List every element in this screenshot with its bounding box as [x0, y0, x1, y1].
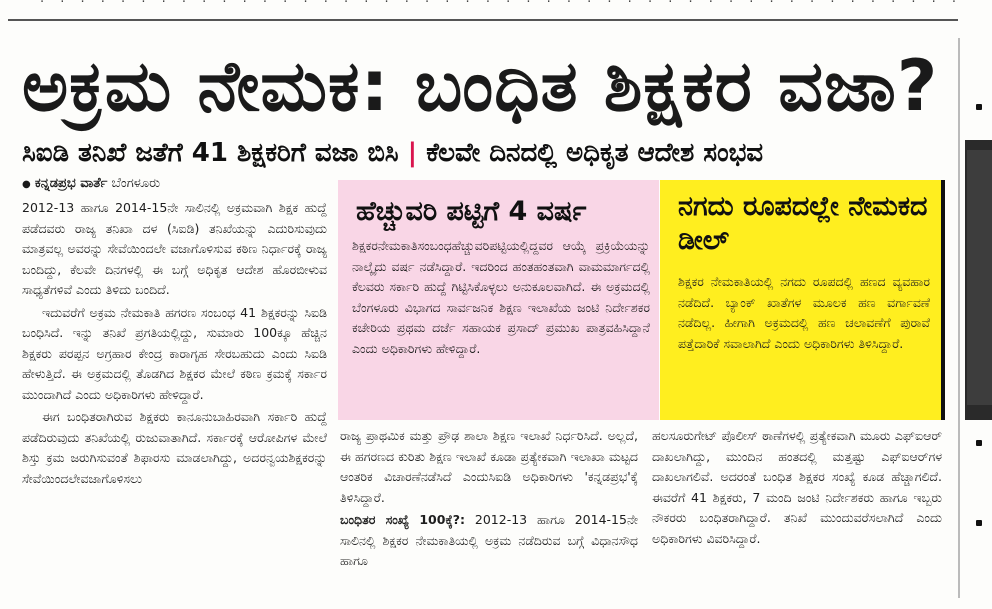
pink-box-heading: ಹೆಚ್ಚುವರಿ ಪಟ್ಟಿಗೆ 4 ವರ್ಷ [356, 196, 587, 227]
headline: ಅಕ್ರಮ ನೇಮಕ: ಬಂಧಿತ ಶಿಕ್ಷಕರ ವಜಾ? [22, 45, 939, 127]
paragraph: ರಾಜ್ಯ ಪ್ರಾಥಮಿಕ ಮತ್ತು ಪ್ರೌಢ ಶಾಲಾ ಶಿಕ್ಷಣ ಇಲಾಖೆ ನಿರ್ಧರಿಸಿದೆ. ಅಲ್ಲದೆ, ಈ ಹಗರಣದ ಕುರಿತು ಶಿಕ್ಷಣ ಇಲಾಖೆ ಕೂಡಾ ಪ್ರತ್ಯೇಕವಾಗಿ ಇಲಾಖಾ ಮಟ್ಟದ ಆಂತರಿಕ ವಿಚಾರಣೆನಡೆಸಿದೆ ಎಂದುಸಿಐಡಿ ಅಧಿಕಾರಿಗಳು 'ಕನ್ನಡಪ್ರಭ'ಕ್ಕೆ ತಿಳಿಸಿದ್ದಾರೆ. [340, 428, 638, 505]
paragraph-text: 2012-13 ಹಾಗೂ 2014-15ನೇ ಸಾಲಿನಲ್ಲಿ ಶಿಕ್ಷಕರ ನೇಮಕಾತಿಯಲ್ಲಿ ಅಕ್ರಮ ನಡೆದಿರುವ ಬಗ್ಗೆ ವಿಧಾನಸೌಧ ಹಾಗೂ [340, 512, 639, 568]
paragraph: ಹಲಸೂರುಗೇಟ್ ಪೊಲೀಸ್ ಠಾಣೆಗಳಲ್ಲಿ ಪ್ರತ್ಯೇಕವಾಗಿ ಮೂರು ಎಫ್‌ಐಆರ್ ದಾಖಲಾಗಿದ್ದು, ಮುಂದಿನ ಹಂತದಲ್ಲಿ ಮತ್ತಷ್ಟು ಎಫ್‌ಐಆರ್‌ಗಳ ದಾಖಲಾಗಲಿವೆ. ಅದರಂತೆ ಬಂಧಿತ ಶಿಕ್ಷಕರ ಸಂಖ್ಯೆ ಕೂಡ ಹೆಚ್ಚಾಗಲಿದೆ. ಈವರೆಗೆ 41 ಶಿಕ್ಷಕರು, 7 ಮಂದಿ ಜಂಟಿ ನಿರ್ದೇಶಕರು ಹಾಗೂ ಇಬ್ಬರು ನೌಕರರು ಬಂಧಿತರಾಗಿದ್ದಾರೆ. ತನಿಖೆ ಮುಂದುವರೆಸಲಾಗಿದೆ ಎಂದು ಅಧಿಕಾರಿಗಳು ವಿವರಿಸಿದ್ದಾರೆ. [652, 428, 942, 546]
adjacent-text-fragment [976, 440, 982, 446]
pink-box-text: ಶಿಕ್ಷಕರನೇಮಕಾತಿಸಂಬಂಧಹೆಚ್ಚುವರಿಪಟ್ಟಿಯಲ್ಲಿದ್ದವರ ಆಯ್ಕೆ ಪ್ರಕ್ರಿಯೆಯನ್ನು ನಾಲ್ಕೈದು ವರ್ಷ ನಡೆಸಿದ್ದಾರೆ. ಇದರಿಂದ ಹಂತಹಂತವಾಗಿ ವಾಮಮಾರ್ಗದಲ್ಲಿ ಕೆಲವರು ಸರ್ಕಾರಿ ಹುದ್ದೆ ಗಿಟ್ಟಿಸಿಕೊಳ್ಳಲು ಅನುಕೂಲವಾಗಿದೆ. ಈ ಅಕ್ರಮದಲ್ಲಿ ಬೆಂಗಳೂರು ವಿಭಾಗದ ಸಾರ್ವಜನಿಕ ಶಿಕ್ಷಣ ಇಲಾಖೆಯ ಜಂಟಿ ನಿರ್ದೇಶಕರ ಕಚೇರಿಯ ಪ್ರಥಮ ದರ್ಜೆ ಸಹಾಯಕ ಪ್ರಸಾದ್ ಪ್ರಮುಖ ಪಾತ್ರವಹಿಸಿದ್ದಾನೆ ಎಂದು ಅಧಿಕಾರಿಗಳು ಹೇಳಿದ್ದಾರೆ. [352, 238, 650, 356]
adjacent-text-fragment [976, 520, 982, 526]
byline-source: ಕನ್ನಡಪ್ರಭ ವಾರ್ತೆ [34, 176, 108, 191]
paragraph: 2012-13 ಹಾಗೂ 2014-15ನೇ ಸಾಲಿನಲ್ಲಿ ಅಕ್ರಮವಾಗಿ ಶಿಕ್ಷಕ ಹುದ್ದೆ ಪಡೆದವರು ರಾಜ್ಯ ತನಿಖಾ ದಳ (ಸಿಐಡಿ) ತನಿಖೆಯನ್ನು ಎದುರಿಸುವುದು ಮಾತ್ರವಲ್ಲ ಅವರನ್ನು ಸೇವೆಯಿಂದಲೇ ವಜಾಗೊಳಿಸುವ ಕಠಿಣ ನಿರ್ಧಾರಕ್ಕೆ ರಾಜ್ಯ ಬಂದಿದ್ದು, ಕೆಲವೇ ದಿನಗಳಲ್ಲಿ ಈ ಬಗ್ಗೆ ಅಧಿಕೃತ ಆದೇಶ ಹೊರಬೀಳುವ ಸಾಧ್ಯತೆಗಳಿವೆ ಎಂದು ತಿಳಿದು ಬಂದಿದೆ. [22, 200, 327, 297]
deck [22, 135, 947, 171]
adjacent-photo-inner [967, 150, 992, 405]
column-divider [958, 38, 960, 598]
adjacent-text-fragment [976, 104, 982, 110]
byline-place: ಬೆಂಗಳೂರು [111, 176, 161, 191]
deck-separator: | [407, 138, 418, 168]
deck-right: ಕೆಲವೇ ದಿನದಲ್ಲಿ ಅಧಿಕೃತ ಆದೇಶ ಸಂಭವ [426, 138, 764, 168]
paragraph-with-subhead [340, 510, 638, 572]
sidebar-box-yellow [660, 180, 942, 420]
yellow-box-edge [941, 180, 945, 420]
article-column-3 [652, 426, 942, 606]
paragraph: ಈಗ ಬಂಧಿತರಾಗಿರುವ ಶಿಕ್ಷಕರು ಕಾನೂನುಬಾಹಿರವಾಗಿ ಸರ್ಕಾರಿ ಹುದ್ದೆ ಪಡೆದಿರುವುದು ತನಿಖೆಯಲ್ಲಿ ರುಜುವಾತಾಗಿದೆ. ಸರ್ಕಾರಕ್ಕೆ ಆರೋಪಿಗಳ ಮೇಲೆ ಶಿಸ್ತು ಕ್ರಮ ಜರುಗಿಸುವಂತೆ ಶಿಫಾರಸು ಮಾಡಲಾಗಿದ್ದು, ಅದರನ್ವಯಶಿಕ್ಷಕರನ್ನು ಸೇವೆಯಿಂದಲೇವಜಾಗೊಳಿಸಲು [22, 409, 327, 486]
yellow-box-text: ಶಿಕ್ಷಕರ ನೇಮಕಾತಿಯಲ್ಲಿ ನಗದು ರೂಪದಲ್ಲಿ ಹಣದ ವ್ಯವಹಾರ ನಡೆದಿದೆ. ಬ್ಯಾಂಕ್ ಖಾತೆಗಳ ಮೂಲಕ ಹಣ ವರ್ಗಾವಣೆ ನಡೆದಿಲ್ಲ. ಹೀಗಾಗಿ ಅಕ್ರಮದಲ್ಲಿ ಹಣ ಚಲಾವಣೆಗೆ ಪುರಾವೆ ಪತ್ತೆದಾರಿಕೆ ಸವಾಲಾಗಿದೆ ಎಂದು ಅಧಿಕಾರಿಗಳು ತಿಳಿಸಿದ್ದಾರೆ. [678, 274, 930, 351]
bullet-icon: ● [22, 179, 31, 190]
yellow-box-heading: ನಗದು ರೂಪದಲ್ಲೇ ನೇಮಕದ ಡೀಲ್ [678, 191, 928, 256]
top-divider [8, 19, 958, 21]
article-column-2 [340, 426, 638, 606]
paragraph: ಇದುವರೆಗೆ ಅಕ್ರಮ ನೇಮಕಾತಿ ಹಗರಣ ಸಂಬಂಧ 41 ಶಿಕ್ಷಕರನ್ನು ಸಿಐಡಿ ಬಂಧಿಸಿದೆ. ಇನ್ನು ತನಿಖೆ ಪ್ರಗತಿಯಲ್ಲಿದ್ದು, ಸುಮಾರು 100ಕ್ಕೂ ಹೆಚ್ಚಿನ ಶಿಕ್ಷಕರು ಪರಪ್ಪನ ಅಗ್ರಹಾರ ಕೇಂದ್ರ ಕಾರಾಗೃಹ ಸೇರಬಹುದು ಎಂದು ಸಿಐಡಿ ಹೇಳುತ್ತಿದೆ. ಈ ಅಕ್ರಮದಲ್ಲಿ ತೊಡಗಿದ ಶಿಕ್ಷಕರ ಮೇಲೆ ಕಠಿಣ ಕ್ರಮಕ್ಕೆ ಸರ್ಕಾರ ಮುಂದಾಗಿದೆ ಎಂದು ಅಧಿಕಾರಿಗಳು ಹೇಳಿದ್ದಾರೆ. [22, 304, 327, 402]
subhead: ಬಂಧಿತರ ಸಂಖ್ಯೆ 100ಕ್ಕೆ?: [340, 512, 466, 527]
deck-left: ಸಿಐಡಿ ತನಿಖೆ ಜತೆಗೆ 41 ಶಿಕ್ಷಕರಿಗೆ ವಜಾ ಬಿಸಿ [22, 138, 399, 168]
article-column-1 [22, 198, 327, 606]
sidebar-box-pink [338, 180, 659, 420]
cut-off-previous-line [0, 0, 992, 12]
byline [22, 176, 160, 193]
